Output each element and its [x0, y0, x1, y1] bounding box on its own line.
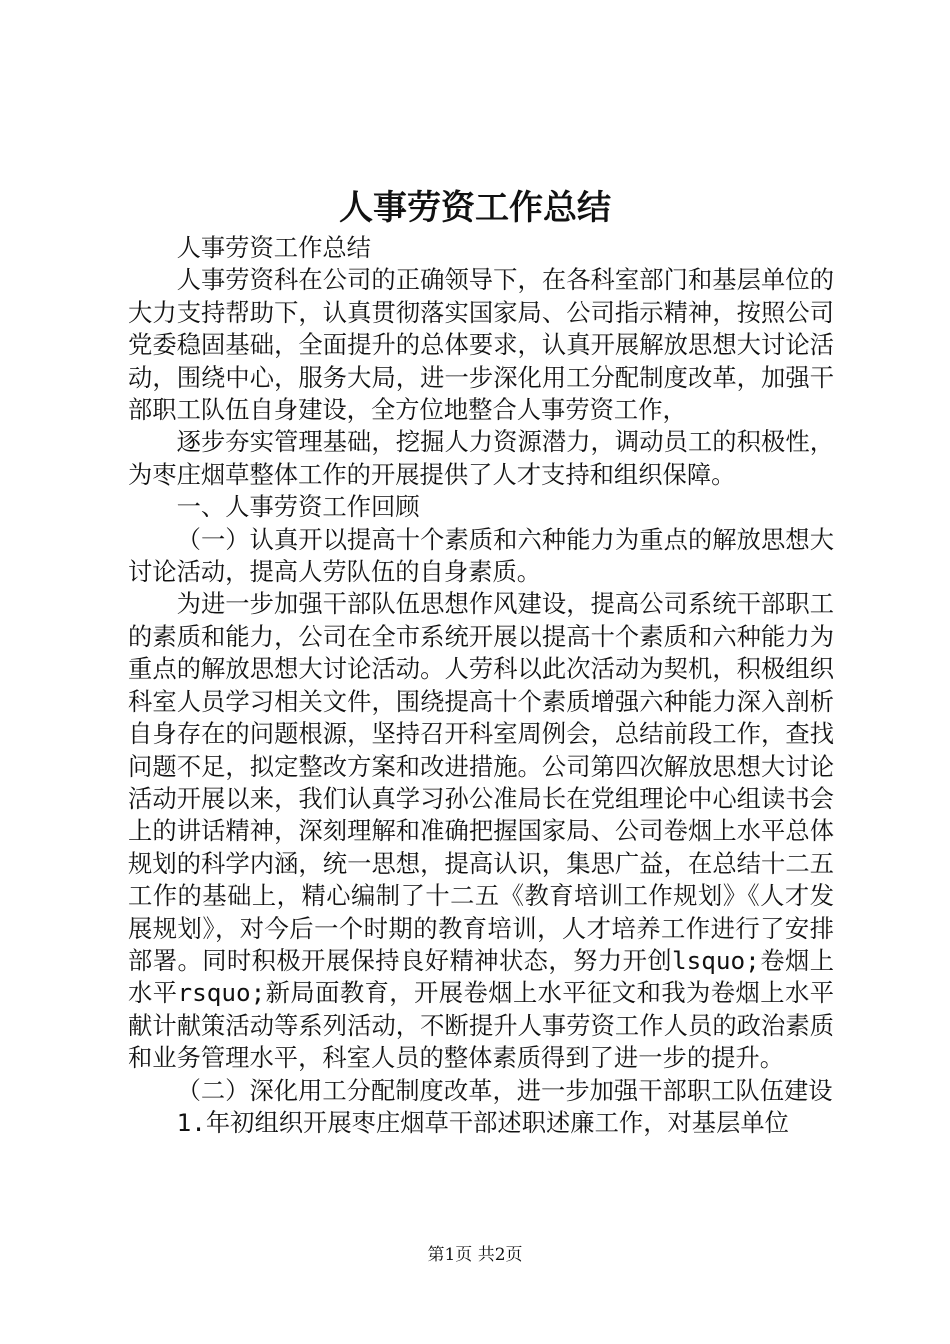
paragraph-item-1: 1.年初组织开展枣庄烟草干部述职述廉工作，对基层单位: [176, 1107, 789, 1137]
section-heading-review: 一、人事劳资工作回顾: [176, 492, 420, 522]
paragraph-subsection-1: 为进一步加强干部队伍思想作风建设，提高公司系统干部职工的素质和能力，公司在全市系统开展以提高十个素质和六种能力为重点的解放思想大讨论活动。人劳科以此次活动为契机，积极组织科室人员学习相关文件，围绕提高十个素质增强六种能力深入剖析自身存在的问题根源，坚持召开科室周例会，总结前段工作，查找问题不足，拟定整改方案和改进措施。公司第四次解放思想大讨论活动开展以来，我们认真学习孙公准局长在党组理论中心组读书会上的讲话精神，深刻理解和准确把握国家局、公司卷烟上水平总体规划的科学内涵，统一思想，提高认识，集思广益，在总结十二五工作的基础上，精心编制了十二五《教育培训工作规划》《人才发展规划》，对今后一个时期的教育培训，人才培养工作进行了安排部署。同时积极开展保持良好精神状态，努力开创lsquo;卷烟上水平rsquo;新局面教育，开展卷烟上水平征文和我为卷烟上水平献计献策活动等系列活动，不断提升人事劳资工作人员的政治素质和业务管理水平，科室人员的整体素质得到了进一步的提升。: [128, 589, 834, 1073]
paragraph-intro-continued: 逐步夯实管理基础，挖掘人力资源潜力，调动员工的积极性，为枣庄烟草整体工作的开展提供了人才支持和组织保障。: [128, 427, 834, 489]
paragraph-intro: 人事劳资科在公司的正确领导下，在各科室部门和基层单位的大力支持帮助下，认真贯彻落实国家局、公司指示精神，按照公司党委稳固基础，全面提升的总体要求，认真开展解放思想大讨论活动，围绕中心，服务大局，进一步深化用工分配制度改革，加强干部职工队伍自身建设，全方位地整合人事劳资工作，: [128, 265, 834, 425]
subsection-heading-2: （二）深化用工分配制度改革，进一步加强干部职工队伍建设: [176, 1075, 833, 1105]
page-footer: 第1页 共2页: [427, 1245, 523, 1265]
document-title: 人事劳资工作总结: [339, 188, 611, 228]
paragraph-subtitle: 人事劳资工作总结: [176, 233, 371, 262]
subsection-heading-1: （一）认真开以提高十个素质和六种能力为重点的解放思想大讨论活动，提高人劳队伍的自身素质。: [128, 524, 834, 587]
document-body: [128, 232, 834, 1139]
